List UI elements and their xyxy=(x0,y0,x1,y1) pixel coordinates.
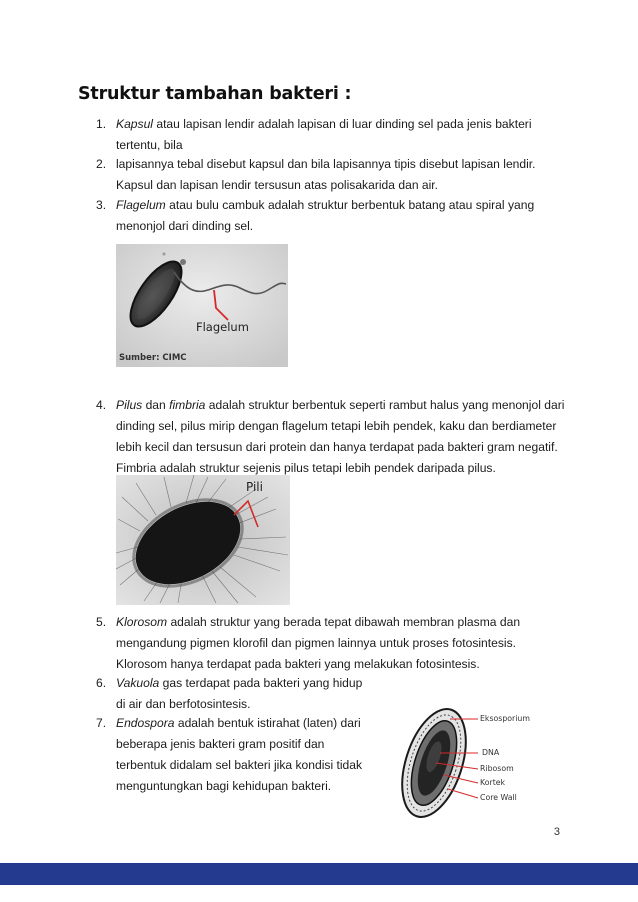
term-flagelum: Flagelum xyxy=(116,198,166,212)
flagelum-label: Flagelum xyxy=(196,320,249,334)
item-text: lapisannya tebal disebut kapsul dan bila lapisannya tipis disebut lapisan lendir. xyxy=(116,157,536,171)
label-ribosom: Ribosom xyxy=(480,764,514,773)
flagelum-figure xyxy=(116,244,288,367)
list-item-4 xyxy=(96,395,564,479)
list-number: 7. xyxy=(96,716,107,730)
item-text: dinding sel, pilus mirip dengan flagelum tetapi lebih pendek, kaku dan berdiameter xyxy=(116,419,557,433)
list-item-1 xyxy=(96,114,532,156)
item-text: menonjol dari dinding sel. xyxy=(116,219,254,233)
list-number: 4. xyxy=(96,398,107,412)
item-text: adalah struktur berbentuk seperti rambut halus yang menonjol dari xyxy=(205,398,565,412)
item-text: terbentuk didalam sel bakteri jika kondisi tidak xyxy=(116,758,363,772)
image-source-label: Sumber: CIMC xyxy=(119,353,187,363)
list-number: 6. xyxy=(96,676,107,690)
page-number: 3 xyxy=(553,826,560,838)
list-number: 3. xyxy=(96,198,107,212)
item-text: beberapa jenis bakteri gram positif dan xyxy=(116,737,325,751)
term-endospora: Endospora xyxy=(116,716,175,730)
label-eksosporium: Eksosporium xyxy=(480,714,530,723)
item-text: lebih kecil dan tersusun dari protein dan hanya terdapat pada bakteri gram negatif. xyxy=(116,440,558,454)
pili-figure xyxy=(116,475,290,605)
item-text: menguntungkan bagi kehidupan bakteri. xyxy=(116,779,332,793)
list-item-6 xyxy=(96,673,362,715)
flagelum-illustration xyxy=(116,244,288,367)
item-text: dan xyxy=(142,398,170,412)
list-item-2 xyxy=(96,154,536,196)
term-pilus: Pilus xyxy=(116,398,143,412)
item-text: Fimbria adalah struktur sejenis pilus tetapi lebih pendek daripada pilus. xyxy=(116,461,496,475)
label-kortek: Kortek xyxy=(480,778,506,787)
list-number: 2. xyxy=(96,157,107,171)
label-dna: DNA xyxy=(482,748,500,757)
item-text: Kapsul dan lapisan lendir tersusun atas polisakarida dan air. xyxy=(116,178,439,192)
list-number: 5. xyxy=(96,615,107,629)
pili-label: Pili xyxy=(246,480,263,494)
item-text: atau lapisan lendir adalah lapisan di luar dinding sel pada jenis bakteri xyxy=(152,117,532,131)
term-vakuola: Vakuola xyxy=(116,676,160,690)
list-number: 1. xyxy=(96,117,107,131)
item-text: atau bulu cambuk adalah struktur berbentuk batang atau spiral yang xyxy=(165,198,535,212)
footer-bar xyxy=(0,863,638,885)
item-text: Klorosom hanya terdapat pada bakteri yang melakukan fotosintesis. xyxy=(116,657,480,671)
item-text: adalah bentuk istirahat (laten) dari xyxy=(174,716,361,730)
term-fimbria: fimbria xyxy=(169,398,206,412)
item-text: di air dan berfotosintesis. xyxy=(116,697,251,711)
list-item-7 xyxy=(96,713,362,797)
item-text: mengandung pigmen klorofil dan pigmen lainnya untuk proses fotosintesis. xyxy=(116,636,517,650)
item-text: tertentu, bila xyxy=(116,138,183,152)
list-item-5 xyxy=(96,612,520,675)
pili-illustration xyxy=(116,475,290,605)
item-text: gas terdapat pada bakteri yang hidup xyxy=(159,676,363,690)
term-kapsul: Kapsul xyxy=(116,117,153,131)
page-title: Struktur tambahan bakteri : xyxy=(78,84,352,104)
item-text: adalah struktur yang berada tepat dibawah membran plasma dan xyxy=(167,615,521,629)
list-item-3 xyxy=(96,195,534,237)
term-klorosom: Klorosom xyxy=(116,615,168,629)
endospora-figure xyxy=(392,695,542,827)
label-core-wall: Core Wall xyxy=(480,793,517,802)
